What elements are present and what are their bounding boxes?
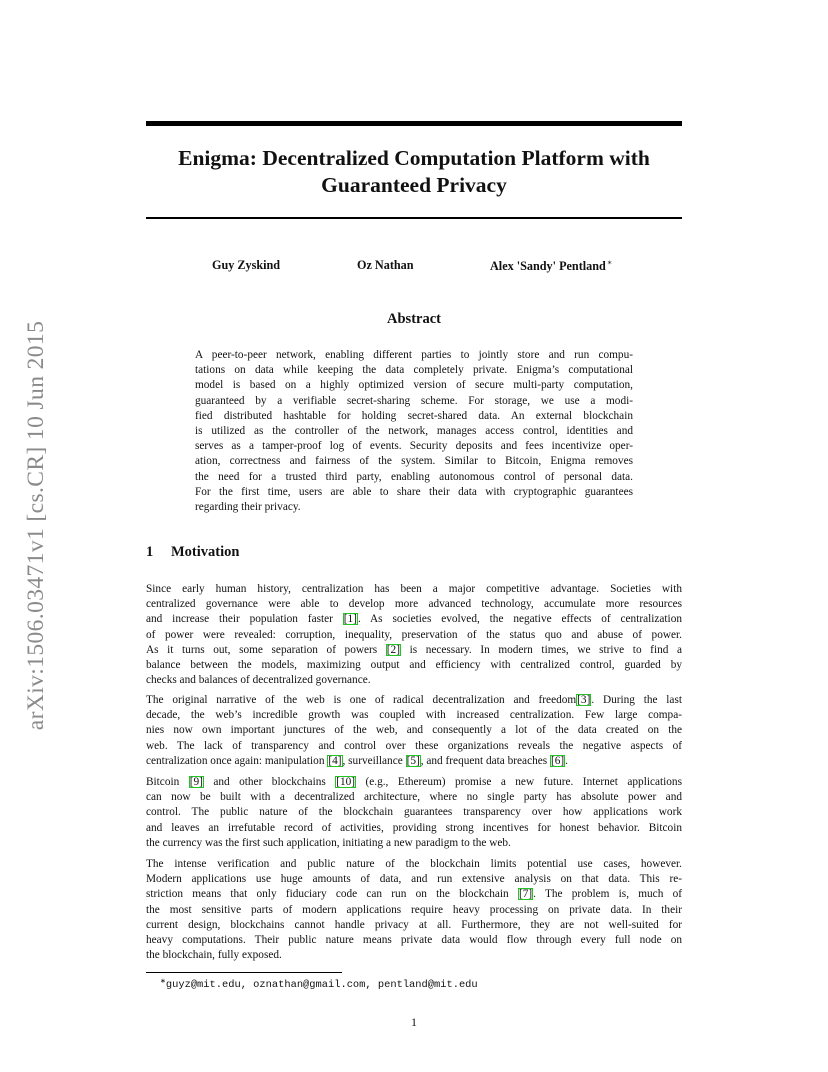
- abstract-line: tations on data while keeping the data completely private. Enigma’s computational: [195, 364, 633, 377]
- text-run: can now be built with a decentralized architecture, where no single party has absolute power and: [146, 791, 682, 804]
- citation-link[interactable]: [5]: [406, 754, 420, 767]
- text-run: and increase their population faster: [146, 613, 343, 626]
- footnote-text: guyz@mit.edu, oznathan@gmail.com, pentland@mit.edu: [165, 979, 478, 991]
- arxiv-identifier-stamp: [22, 290, 52, 760]
- text-run: of power were revealed: corruption, inequality, preservation of the status quo and abuse of power.: [146, 628, 682, 641]
- text-run: and other blockchains: [203, 776, 336, 788]
- paragraph-line: [146, 754, 682, 769]
- author-2: [357, 258, 414, 273]
- text-run: heavy computations. Their public nature means private data would flow through every full node on: [146, 933, 682, 946]
- text-run: , surveillance: [342, 754, 406, 767]
- citation-link[interactable]: [3]: [577, 694, 591, 706]
- paper-title-line-1: Enigma: Decentralized Computation Platform with: [178, 146, 650, 170]
- paper-title: [146, 145, 682, 199]
- section-heading-motivation: [146, 544, 239, 561]
- text-run: balance between the models, maximizing output and efficiency with centralized control, guarded by: [146, 658, 682, 671]
- author-name: Guy Zyskind: [212, 258, 281, 272]
- author-1: [212, 258, 280, 273]
- text-run: centralization once again: manipulation: [146, 754, 328, 767]
- text-run: .: [565, 754, 568, 767]
- text-run: . During the last: [591, 694, 682, 706]
- text-run: The original narrative of the web is one of radical decentralization and freedom: [146, 694, 577, 706]
- text-run: web. The lack of transparency and control over these organizations reveals the negative aspects of: [146, 739, 682, 752]
- page-number: 1: [411, 1015, 417, 1029]
- abstract-line: fied distributed hashtable for holding secret-shared data. An external blockchain: [195, 409, 633, 422]
- paragraph-line: [146, 821, 682, 836]
- text-run: and leaves an irrefutable record of activities, providing strong incentives for honest behavior. Bitcoin: [146, 821, 682, 834]
- paragraph-line: [146, 872, 682, 887]
- abstract-line: the need for a trusted third party, enabling autonomous control of personal data.: [195, 470, 633, 483]
- text-run: current design, blockchains cannot handle privacy at all. Furthermore, they are not well-suited for: [146, 918, 682, 931]
- paragraph-line: [146, 918, 682, 933]
- paragraph-line: [146, 643, 682, 658]
- citation-link[interactable]: [9]: [189, 776, 203, 788]
- paragraph-line: [146, 628, 682, 643]
- abstract-line: regarding their privacy.: [195, 500, 301, 513]
- body-paragraph-2: [146, 693, 682, 769]
- citation-link[interactable]: [2]: [386, 643, 400, 656]
- paragraph-line: [146, 582, 682, 597]
- abstract-line: is utilized as the controller of the network, manages access control, identities and: [195, 424, 633, 437]
- paragraph-line: [146, 658, 682, 673]
- abstract-line: A peer-to-peer network, enabling different parties to jointly store and run compu-: [195, 349, 633, 361]
- text-run: Modern applications use huge amounts of data, and run extensive analysis on that data. This re-: [146, 873, 682, 886]
- abstract-body: [195, 348, 633, 515]
- author-name: Alex 'Sandy' Pentland: [490, 259, 606, 273]
- paragraph-line: [146, 739, 682, 754]
- text-run: the currency was the first such application, initiating a new paradigm to the web.: [146, 836, 511, 849]
- paragraph-line: [146, 805, 682, 820]
- paragraph-line: [146, 836, 682, 851]
- paragraph-line: [146, 857, 682, 872]
- text-run: centralized governance were able to develop more advanced technology, accumulate more resources: [146, 598, 682, 611]
- citation-link[interactable]: [4]: [328, 754, 342, 767]
- paragraph-line: [146, 597, 682, 612]
- paragraph-line: [146, 673, 682, 688]
- text-run: Since early human history, centralization has been a major competitive advantage. Societies with: [146, 583, 682, 595]
- citation-link[interactable]: [1]: [343, 613, 357, 626]
- paragraph-line: [146, 790, 682, 805]
- text-run: the blockchain, fully exposed.: [146, 949, 282, 962]
- abstract-line: serves as a tamper-proof log of events. Security deposits and fees incentivize oper-: [195, 440, 633, 453]
- body-paragraph-4: [146, 857, 682, 963]
- text-run: is necessary. In modern times, we strive to find a: [400, 643, 682, 656]
- body-paragraph-1: [146, 582, 682, 688]
- paragraph-line: [146, 903, 682, 918]
- author-3: [490, 258, 612, 274]
- citation-link[interactable]: [10]: [336, 776, 356, 788]
- paragraph-line: [146, 933, 682, 948]
- footnote-marker: ∗: [160, 977, 166, 985]
- text-run: , and frequent data breaches: [420, 754, 550, 767]
- arxiv-identifier-text: arXiv:1506.03471v1 [cs.CR] 10 Jun 2015: [23, 320, 50, 730]
- text-run: control. The public nature of the blockchain guarantees transparency over how applications work: [146, 806, 682, 819]
- abstract-line: For the first time, users are able to share their data with cryptographic guarantees: [195, 485, 633, 498]
- paragraph-line: [146, 723, 682, 738]
- paper-title-line-2: Guaranteed Privacy: [321, 173, 507, 197]
- body-paragraph-3: [146, 775, 682, 851]
- text-run: checks and balances of decentralized governance.: [146, 674, 371, 687]
- footnote-rule: [146, 972, 342, 973]
- text-run: nies now own important junctures of the web, and consequently a lot of the data created on the: [146, 724, 682, 737]
- abstract-line: guaranteed by a verifiable secret-sharing scheme. For storage, we use a modi-: [195, 394, 633, 407]
- footnote-emails: [160, 977, 478, 991]
- paragraph-line: [146, 887, 682, 902]
- citation-link[interactable]: [6]: [550, 754, 565, 767]
- author-name: Oz Nathan: [357, 258, 414, 272]
- text-run: decade, the web’s incredible growth was coupled with increased centralization. Few large compa-: [146, 709, 682, 722]
- abstract-line: model is based on a highly optimized version of secure multi-party computation,: [195, 379, 633, 392]
- section-number: 1: [146, 544, 154, 560]
- paragraph-line: [146, 948, 682, 963]
- text-run: striction means that only fiduciary code can run on the blockchain: [146, 888, 518, 901]
- paragraph-line: [146, 775, 682, 790]
- text-run: . As societies evolved, the negative effects of centralization: [357, 613, 682, 626]
- title-top-rule: [146, 121, 682, 126]
- citation-link[interactable]: [7]: [518, 888, 533, 901]
- title-bottom-rule: [146, 217, 682, 219]
- text-run: the most sensitive parts of modern applications require heavy processing on private data. In their: [146, 903, 682, 916]
- paragraph-line: [146, 693, 682, 708]
- text-run: (e.g., Ethereum) promise a new future. Internet applications: [356, 776, 682, 788]
- paragraph-line: [146, 612, 682, 627]
- text-run: As it turns out, some separation of powers: [146, 643, 386, 656]
- footnote-marker: ∗: [606, 258, 613, 267]
- text-run: . The problem is, much of: [533, 888, 682, 901]
- paragraph-line: [146, 708, 682, 723]
- abstract-heading: Abstract: [387, 311, 441, 327]
- section-title: Motivation: [171, 544, 240, 560]
- abstract-line: ation, correctness and fairness of the system. Similar to Bitcoin, Enigma removes: [195, 455, 633, 468]
- text-run: The intense verification and public nature of the blockchain limits potential use cases, however.: [146, 858, 682, 870]
- text-run: Bitcoin: [146, 776, 189, 788]
